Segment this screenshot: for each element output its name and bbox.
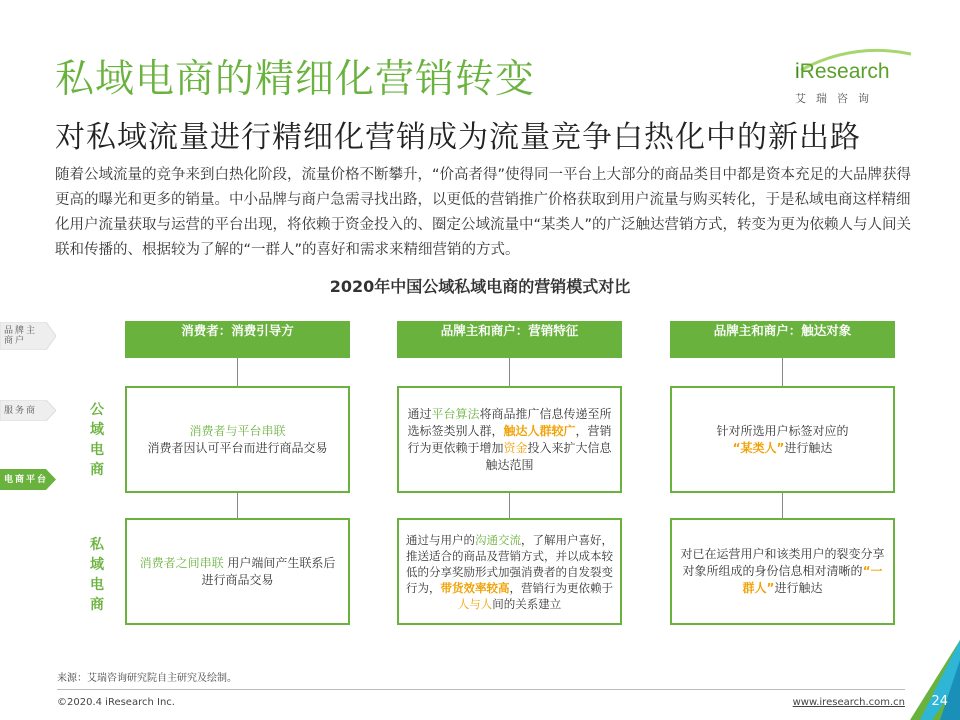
cell-private-consumer [125, 518, 350, 625]
cell-private-reach-text [680, 546, 885, 597]
plain-text: 间的关系建立 [492, 596, 562, 611]
logo-brand-rest: Research [799, 60, 890, 83]
column-header-reach: 品牌主和商户：触达对象 [670, 321, 895, 358]
plain-text: 通过 [407, 406, 432, 421]
tab-brand-merchant-label: 品牌主商户 [4, 326, 38, 346]
cell-public-consumer [125, 386, 350, 493]
connector-line [509, 358, 510, 386]
plain-text: 对已在运营用户和该类用户的裂变分享对象所组成的身份信息相对清晰的 [680, 547, 885, 578]
connector-line [509, 492, 510, 518]
cell-public-reach-text [716, 423, 848, 457]
connector-line [782, 358, 783, 386]
cell-public-reach [670, 386, 895, 493]
plain-text: ，营销行为更依赖于 [509, 580, 613, 595]
chart-title: 2020年中国公域私域电商的营销模式对比 [329, 277, 631, 296]
source-note: 来源：艾瑞咨询研究院自主研究及绘制。 [57, 673, 237, 684]
footer-divider [57, 689, 905, 690]
plain-text: ，了解用户喜好，推送适合的商品及营销方式，并以成本较低的分享奖励形式加强消费者的自发裂变行为， [406, 532, 613, 595]
logo-brand [795, 60, 890, 84]
tab-ecommerce-platform-label: 电商平台 [4, 474, 49, 485]
highlight-text: 平台算法 [431, 406, 480, 421]
row-label-public: 公域电商 [90, 402, 104, 478]
highlight-text: 触达人群较广 [503, 423, 576, 438]
cell-public-marketing [397, 386, 622, 493]
highlight-text: 沟通交流 [475, 532, 521, 547]
plain-text: 针对所选用户标签对应的 [716, 423, 849, 438]
tab-brand-merchant [0, 322, 50, 350]
cell-public-marketing-text [407, 406, 612, 474]
column-header-marketing: 品牌主和商户：营销特征 [397, 321, 622, 358]
tab-ecommerce-platform [0, 469, 50, 490]
page-title: 私域电商的精细化营销转变 [55, 57, 536, 102]
plain-text: 投入来扩大信息触达范围 [485, 440, 612, 472]
plain-text: 进行触达 [774, 581, 823, 595]
plain-text: ，营销行为更依赖于增加 [407, 423, 612, 455]
cell-private-consumer-text [135, 555, 340, 589]
cell-private-reach [670, 518, 895, 625]
highlight-text: 带货效率较高 [440, 580, 510, 595]
cell-private-marketing [397, 518, 622, 625]
connector-line [237, 358, 238, 386]
logo-brand-i: i [795, 60, 800, 83]
copyright: ©2020.4 iResearch Inc. [57, 697, 175, 708]
column-header-consumer: 消费者：消费引导方 [125, 321, 350, 358]
cell-public-consumer-text [147, 423, 327, 457]
plain-text: 将商品推广信息传递至所选标签类别人群， [407, 406, 612, 438]
tab-service-provider-label: 服务商 [4, 405, 38, 416]
page-subtitle: 对私域流量进行精细化营销成为流量竞争白热化中的新出路 [55, 120, 861, 155]
website-link[interactable]: www.iresearch.com.cn [792, 697, 905, 708]
highlight-text: 消费者之间串联 [139, 555, 224, 570]
highlight-text: “一群人” [742, 564, 883, 595]
connector-line [237, 492, 238, 518]
plain-text: 用户端间产生联系后进行商品交易 [201, 555, 336, 587]
page-number: 24 [931, 694, 948, 709]
cell-private-marketing-text [405, 532, 614, 612]
row-label-private: 私域电商 [90, 537, 104, 613]
highlight-text: 资金 [503, 440, 528, 455]
highlight-text: “某类人” [732, 440, 785, 455]
plain-text: 进行触达 [784, 440, 833, 455]
iresearch-logo [793, 52, 913, 107]
connector-line [782, 492, 783, 518]
logo-subtitle: 艾瑞咨询 [795, 92, 879, 105]
intro-paragraph: 随着公域流量的竞争来到白热化阶段，流量价格不断攀升，“价高者得”使得同一平台上大部分的商品类目中都是资本充足的大品牌获得更高的曝光和更多的销量。中小品牌与商户急需寻找出路，以更低的营销推广价格获取到用户流量与购买转化，于是私域电商这样精细化用户流量获取与运营的平台出现，将依赖于资金投入的、圈定公域流量中“某类人”的广泛触达营销方式，转变为更为依赖人与人间关联和传播的、根据较为了解的“一群人”的喜好和需求来精细营销的方式。 [55, 167, 912, 258]
tab-service-provider [0, 400, 50, 421]
plain-text: 通过与用户的 [406, 532, 475, 547]
plain-text: 消费者因认可平台而进行商品交易 [147, 440, 328, 455]
highlight-text: 人与人 [457, 596, 493, 611]
highlight-text: 消费者与平台串联 [189, 423, 286, 438]
